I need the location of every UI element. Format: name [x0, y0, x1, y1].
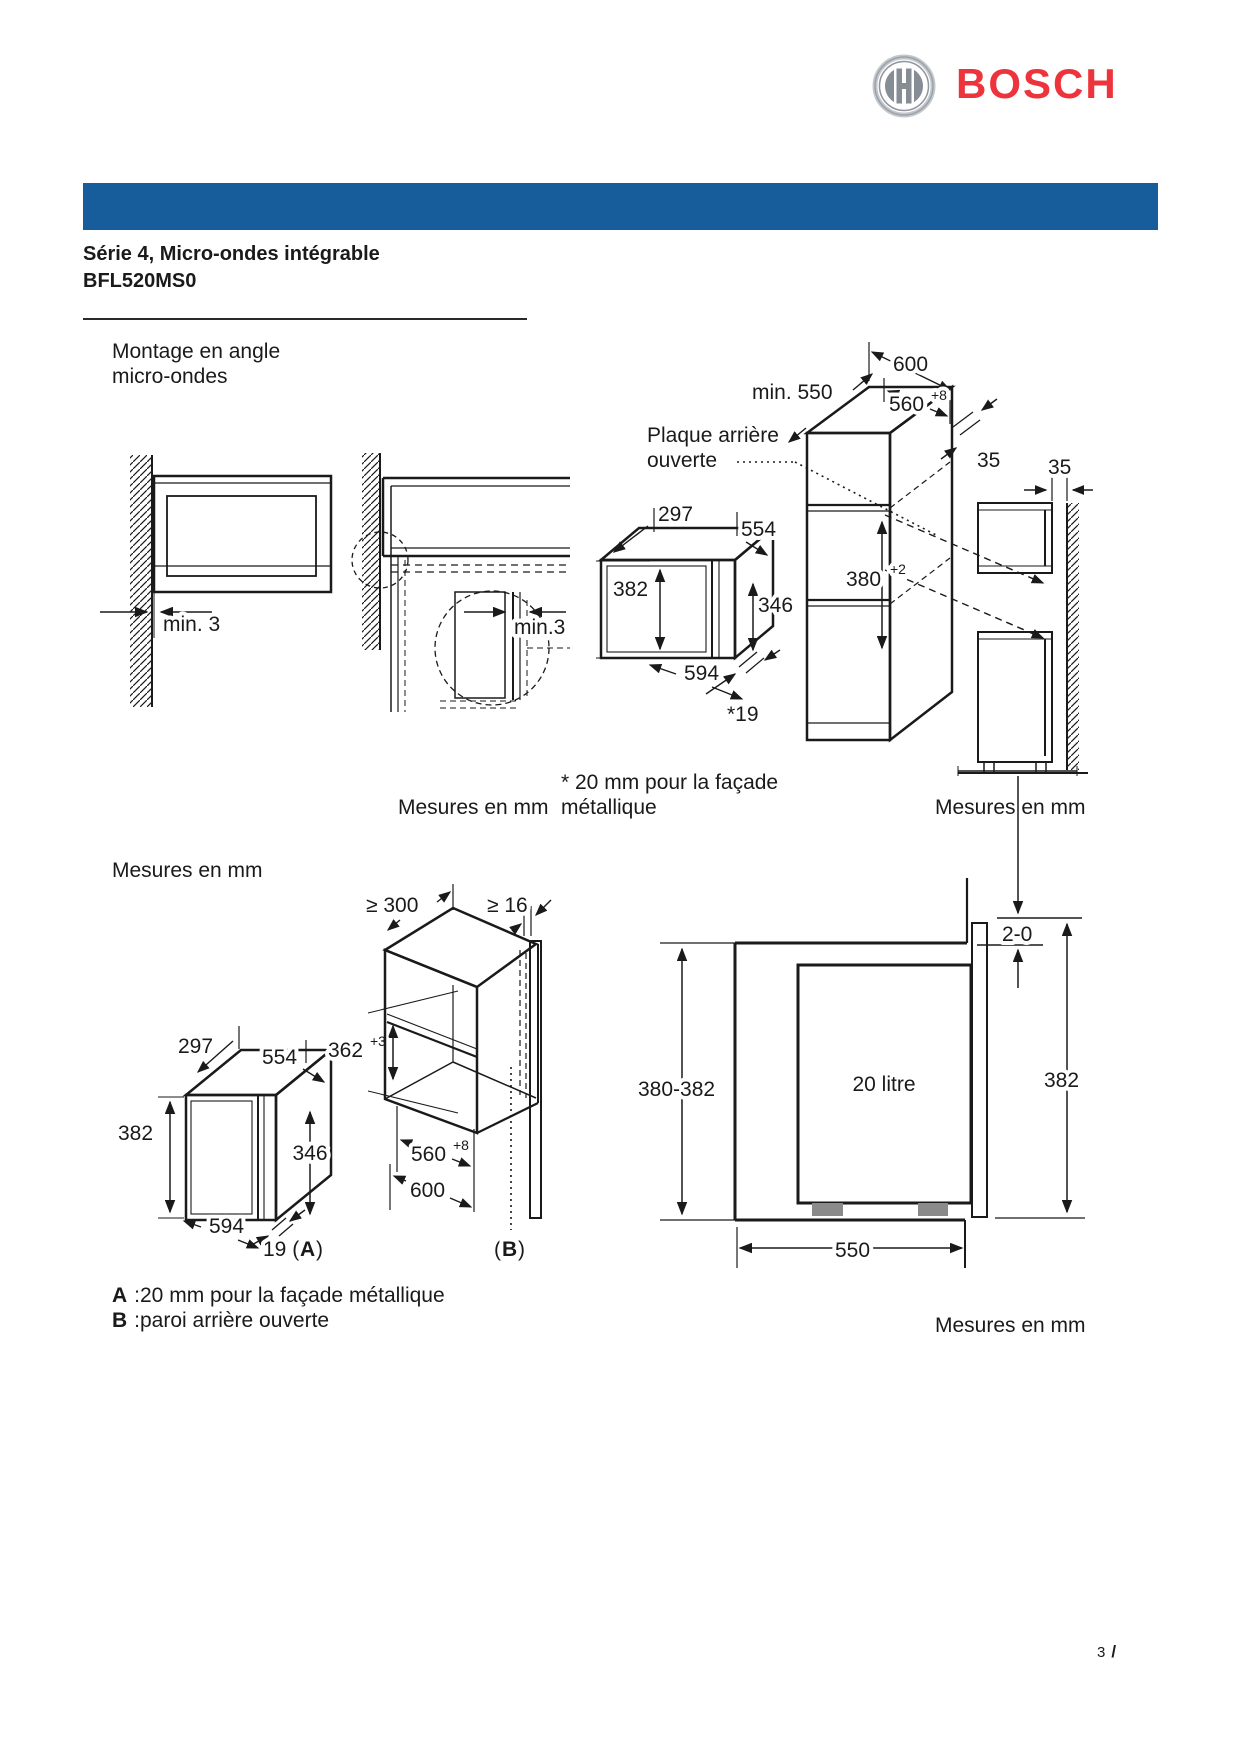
dim-600-label: 600 [893, 353, 929, 376]
legend-key-A: A [112, 1284, 128, 1307]
legend-row-A [112, 1283, 445, 1308]
dim-ge300-label: ≥ 300 [366, 894, 419, 917]
dim-ge16 [487, 894, 551, 936]
caption-mesures-left: Mesures en mm [398, 796, 549, 819]
dim-19A [248, 1210, 323, 1261]
dim-346-label: 346 [292, 1142, 328, 1165]
dim-35b-label: 35 [1048, 456, 1072, 479]
dim-35a-label: 35 [977, 449, 1001, 472]
caption-mesures-bottom: Mesures en mm [935, 1314, 1086, 1337]
back-panel-dashed-arrows [885, 515, 1043, 638]
dim-594-label: 594 [209, 1215, 245, 1238]
dim-380plus2 [846, 522, 906, 648]
dim-380-382-label: 380-382 [638, 1078, 716, 1101]
dim-362-sup: +3 [370, 1033, 386, 1049]
dim-560B-sup: +8 [453, 1137, 469, 1153]
microwave-section [798, 965, 971, 1216]
page-title [83, 241, 380, 295]
dim-382-label: 382 [118, 1122, 154, 1145]
dim-560-sup: +8 [931, 387, 947, 403]
dim-554 [737, 512, 776, 555]
montage-heading [112, 339, 280, 389]
dim-600B-label: 600 [410, 1179, 446, 1202]
dim-550 [737, 1227, 962, 1268]
dim-554-label: 554 [741, 518, 777, 541]
page-number-value: 3 [1097, 1644, 1106, 1661]
dim-554-label: 554 [262, 1046, 298, 1069]
brand-wordmark: BOSCH [956, 60, 1118, 107]
dim-600-B [390, 1164, 471, 1210]
diagram-niche-section [630, 765, 1100, 1270]
side-view [958, 503, 1088, 773]
dim-ge16-label: ≥ 16 [487, 894, 528, 917]
dim-min3b-label: min.3 [514, 616, 566, 639]
dim-346-label: 346 [758, 594, 794, 617]
dim-297-label: 297 [658, 503, 694, 526]
reference-line [958, 766, 1077, 776]
page-number [1097, 1642, 1116, 1662]
dim-600 [869, 342, 950, 390]
wall-hatch [130, 455, 152, 707]
tall-column [807, 387, 952, 740]
montage-heading-line2: micro-ondes [112, 365, 228, 388]
dim-min3-front [100, 592, 220, 638]
legend-key-B: B [112, 1309, 128, 1332]
header-blue-bar [83, 183, 1158, 230]
cabinet-top-band [383, 478, 570, 712]
wall-hatch [362, 453, 380, 650]
plaque-label-line2: ouverte [647, 449, 718, 472]
dim-380-382 [638, 943, 735, 1220]
page-title-line2: BFL520MS0 [83, 270, 197, 292]
plaque-label-line1: Plaque arrière [647, 424, 779, 447]
label-B-prefix: ( [494, 1238, 501, 1261]
dim-297-label: 297 [178, 1035, 214, 1058]
dim-346-A [292, 1112, 327, 1214]
dim-35-gap [1024, 456, 1093, 501]
page-title-line1: Série 4, Micro-ondes intégrable [83, 243, 380, 265]
dim-19-label: *19 [727, 703, 759, 726]
dim-19A-suffix: ) [316, 1238, 323, 1261]
bosch-logo-icon [872, 54, 936, 118]
dim-19A-prefix: 19 ( [263, 1238, 300, 1261]
dim-min3-detail [464, 612, 566, 639]
legend-row-B [112, 1308, 445, 1333]
title-divider [83, 318, 527, 320]
caption-mesures-right: Mesures en mm [935, 796, 1086, 819]
montage-heading-line1: Montage en angle [112, 340, 281, 363]
cabinet-B [385, 908, 541, 1230]
legend-text-A: :20 mm pour la façade métallique [134, 1284, 445, 1307]
diagram-box-and-cabinet [95, 880, 580, 1270]
dim-ge300 [366, 884, 453, 930]
microwave-front [154, 476, 331, 592]
label-B [494, 1238, 525, 1261]
dim-382 [596, 561, 660, 658]
dim-min3-label: min. 3 [163, 613, 221, 636]
label-B-letter: B [502, 1238, 518, 1261]
legend [112, 1283, 445, 1333]
dim-550-label: 550 [835, 1239, 871, 1262]
diagram-corner-detail [348, 445, 573, 715]
page-number-slash: / [1111, 1642, 1117, 1661]
dim-362-label: 362 [328, 1039, 364, 1062]
dim-min550-label: min. 550 [752, 381, 833, 404]
footnote-line1: * 20 mm pour la façade [561, 771, 779, 794]
label-B-suffix: ) [518, 1238, 525, 1261]
dim-297-A [178, 1026, 239, 1072]
footnote-line2: métallique [561, 796, 657, 819]
panel-section [440, 592, 570, 708]
label-20litre: 20 litre [852, 1073, 916, 1096]
dim-594-label: 594 [684, 662, 720, 685]
dim-560-label: 560 [889, 393, 925, 416]
dim-19A-letter: A [300, 1238, 316, 1261]
dim-382-label: 382 [613, 578, 649, 601]
dim-382-right-label: 382 [1044, 1069, 1080, 1092]
mesures-heading: Mesures en mm [112, 859, 263, 882]
diagram-corner-front-view [85, 445, 350, 715]
dim-2-0-label: 2-0 [1002, 923, 1033, 946]
dim-380-sup: +2 [890, 561, 906, 577]
dim-560B-label: 560 [411, 1143, 447, 1166]
dim-382-right [995, 924, 1085, 1218]
dim-554-A [262, 1040, 324, 1082]
dim-594 [650, 662, 742, 699]
legend-text-B: :paroi arrière ouverte [134, 1309, 330, 1332]
diagram-column-assembly [565, 335, 1095, 775]
dim-380-label: 380 [846, 568, 882, 591]
dim-382-A [118, 1097, 184, 1218]
